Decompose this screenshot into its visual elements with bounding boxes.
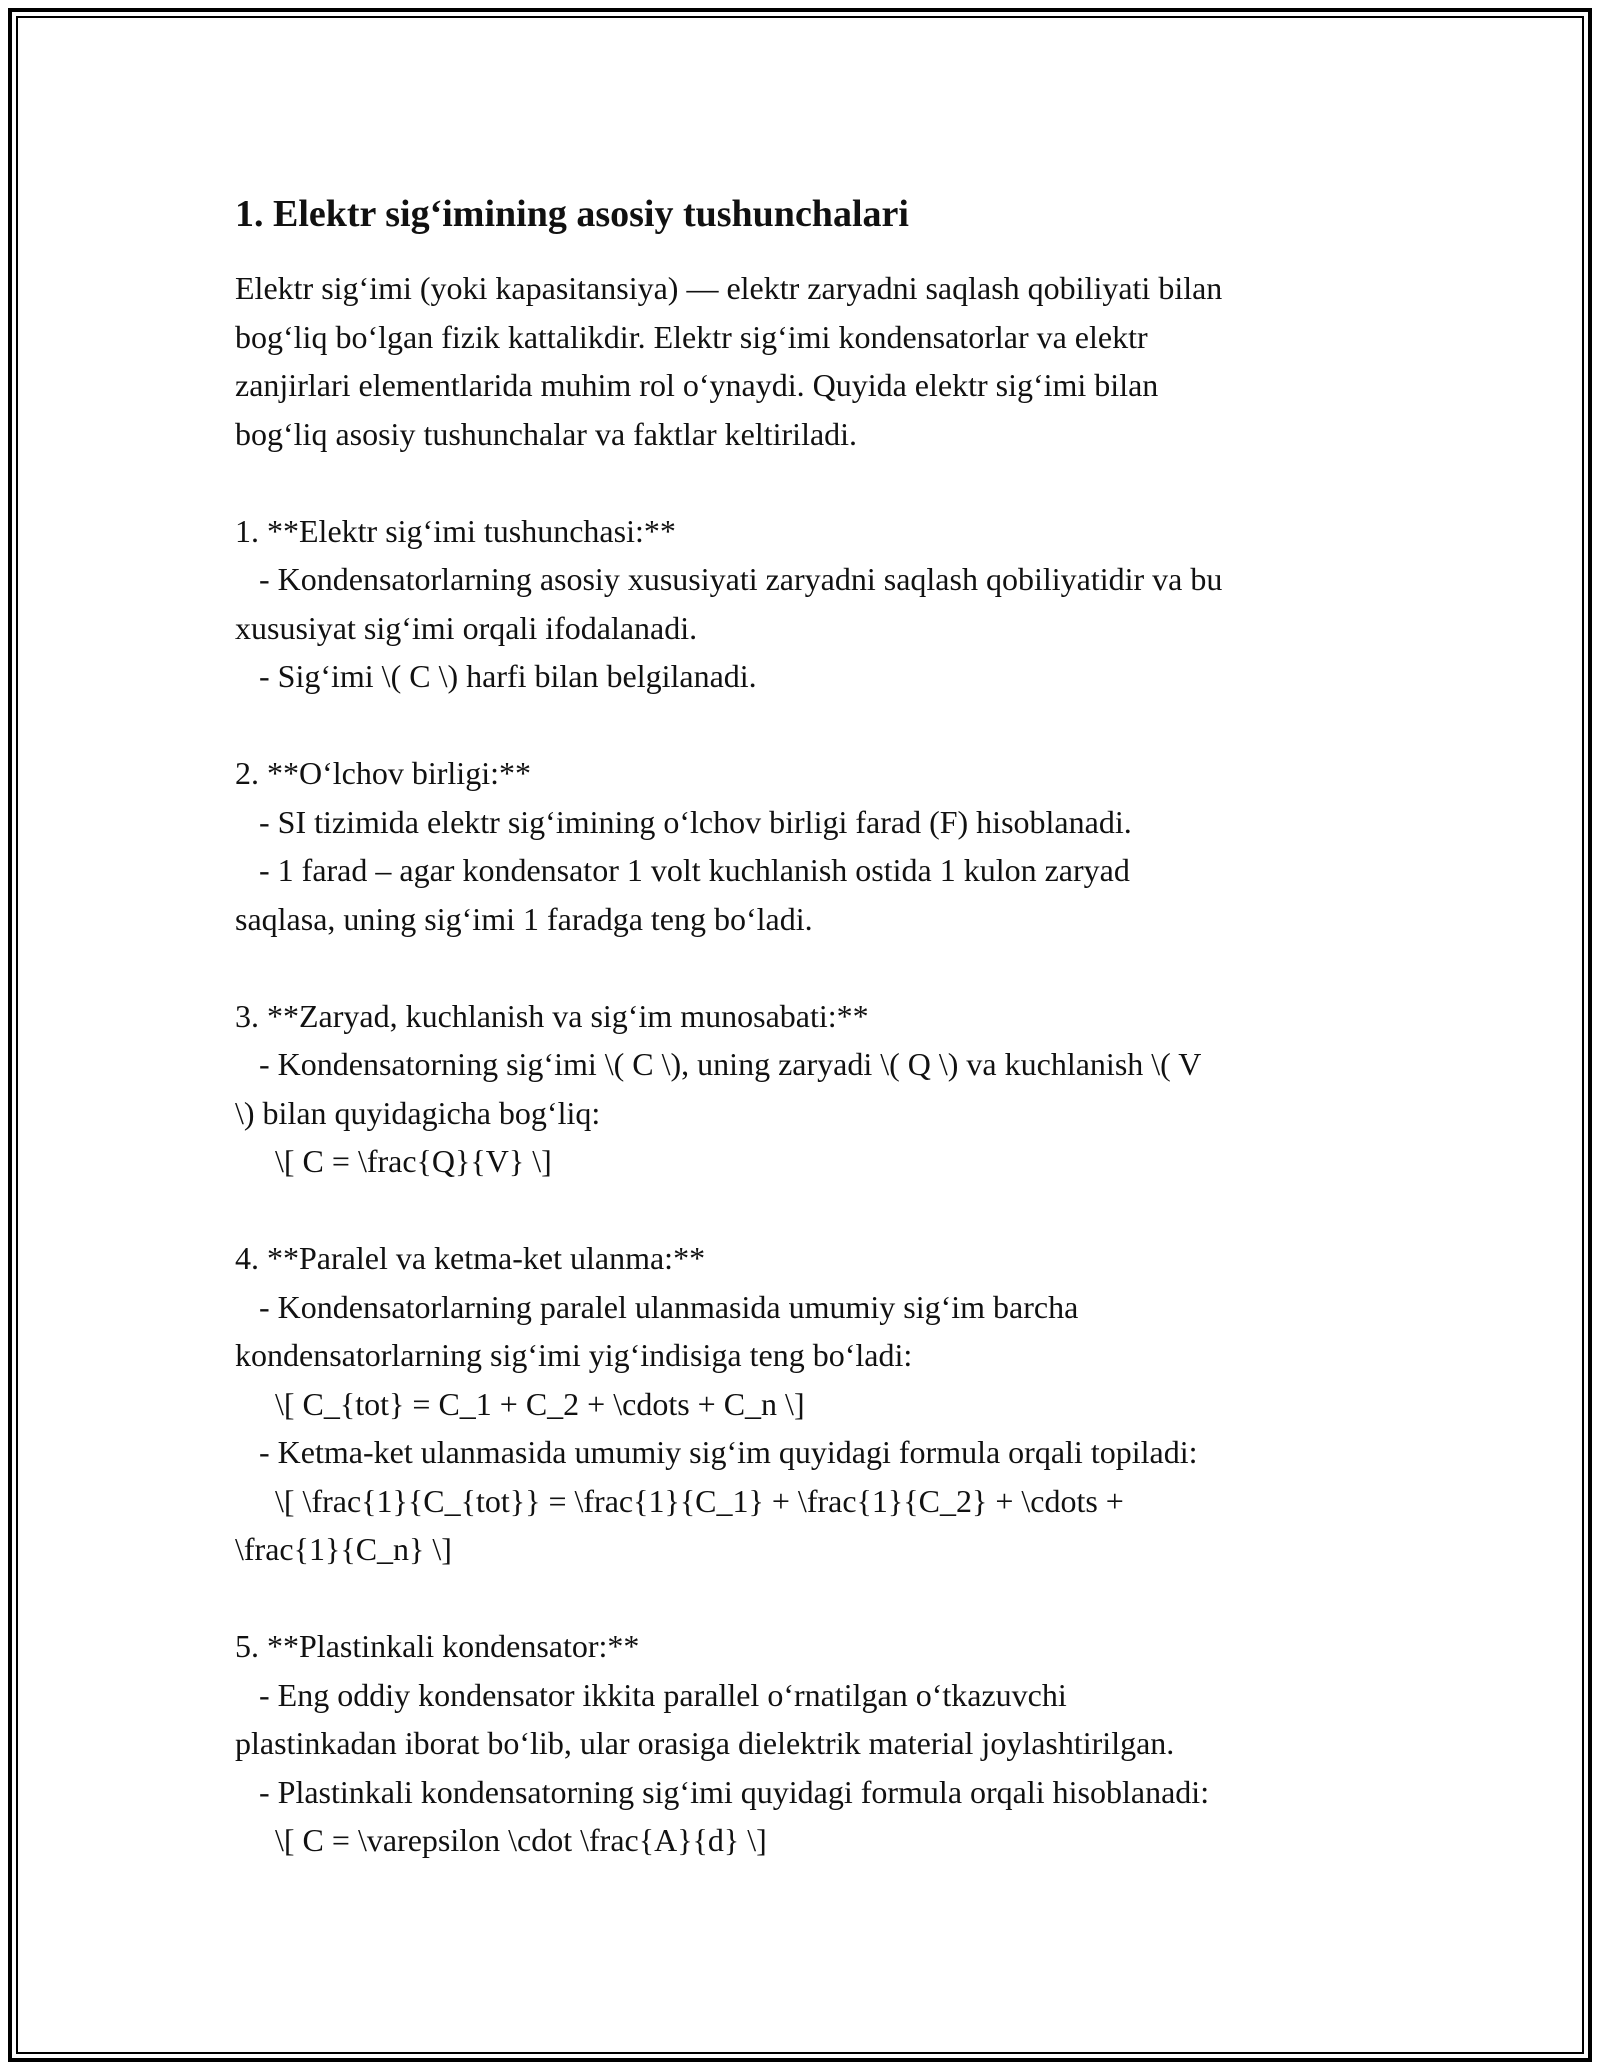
body-text: Elektr sig‘imi (yoki kapasitansiya) — elektr zaryadni saqlash qobiliyati bilan bog‘liq bo‘lgan fizik kattalikdir. Elektr sig‘imi kondensatorlar va elektr zanjirlari elementlarida muhim rol o‘ynaydi. Quyida elektr sig‘imi bilan bog‘liq asosiy tushunchalar va faktlar keltiriladi. 1. **Elektr sig‘imi tushunchasi:** - Kondensatorlarning asosiy xususiyati zaryadni saqlash qobiliyatidir va bu xususiyat sig‘imi orqali ifodalanadi. - Sig‘imi \( C \) harfi bilan belgilanadi. 2. **O‘lchov birligi:** - SI tizimida elektr sig‘imining o‘lchov birligi farad (F) hisoblanadi. - 1 farad – agar kondensator 1 volt kuchlanish ostida 1 kulon zaryad saqlasa, uning sig‘imi 1 faradga teng bo‘ladi. 3. **Zaryad, kuchlanish va sig‘im munosabati:** - Kondensatorning sig‘imi \( C \), uning zaryadi \( Q \) va kuchlanish \( V \) bilan quyidagicha bog‘liq: \[ C = \frac{Q}{V} \] 4. **Paralel va ketma-ket ulanma:** - Kondensatorlarning paralel ulanmasida umumiy sig‘im barcha kondensatorlarning sig‘imi yig‘indisiga teng bo‘ladi: \[ C_{tot} = C_1 + C_2 + \cdots + C_n \] - Ketma-ket ulanmasida umumiy sig‘im quyidagi formula orqali topiladi: \[ \frac{1}{C_{tot}} = \frac{1}{C_1} + \frac{1}{C_2} + \cdots + \frac{1}{C_n} \] 5. **Plastinkali kondensator:** - Eng oddiy kondensator ikkita parallel o‘rnatilgan o‘tkazuvchi plastinkadan iborat bo‘lib, ular orasiga dielektrik material joylashtirilgan. - Plastinkali kondensatorning sig‘imi quyidagi formula orqali hisoblanadi: \[ C = \varepsilon \cdot \frac{A}{d} \] (235, 270, 1223, 1858)
section-heading: 1. Elektr sig‘imining asosiy tushunchalari (235, 193, 909, 235)
document-content (235, 186, 1375, 1865)
